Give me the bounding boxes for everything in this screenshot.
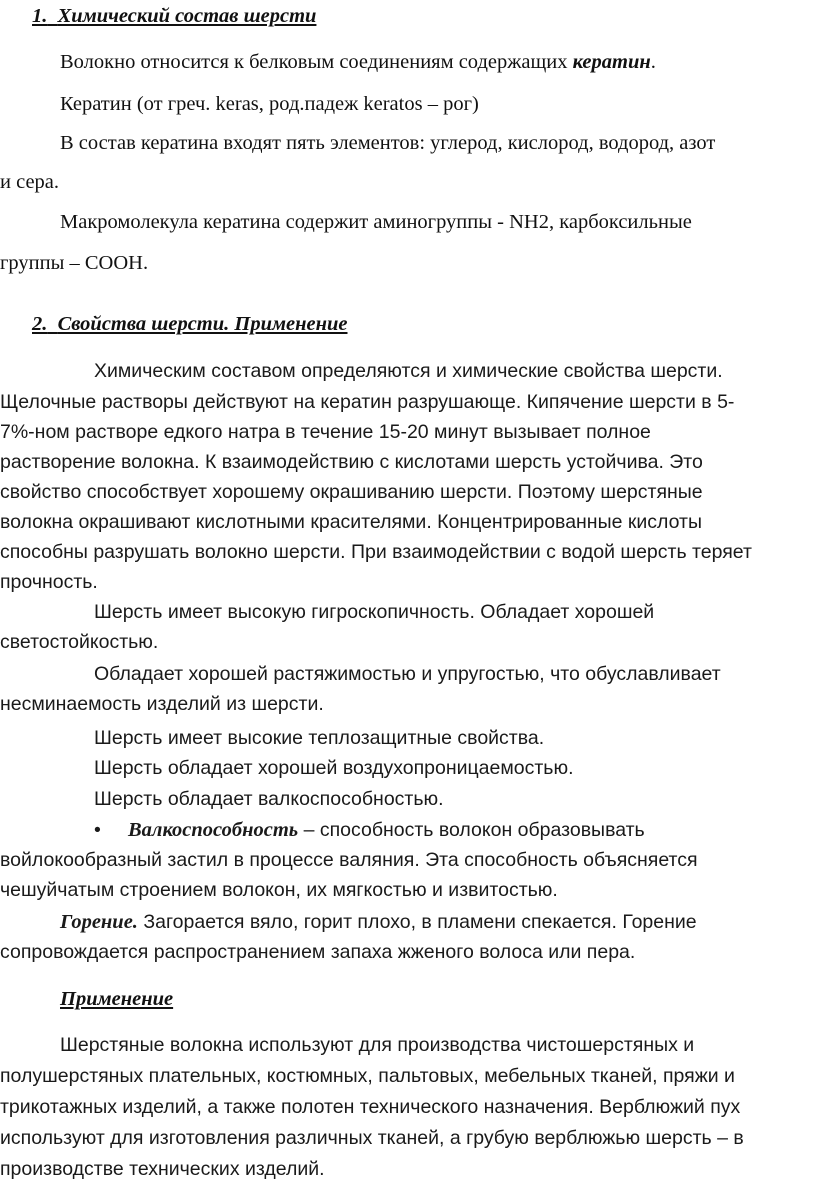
paragraph-keratin-protein: [60, 50, 656, 74]
paragraph-keratin-etymology: Кератин (от греч. keras, род.падеж keratos – рог): [60, 93, 479, 115]
text: .: [650, 51, 656, 73]
burning-term: Горение.: [60, 911, 138, 933]
properties-line: волокна окрашивают кислотными красителями. Концентрированные кислоты: [0, 511, 702, 533]
properties-line: прочность.: [0, 571, 98, 593]
application-line: производстве технических изделий.: [0, 1158, 325, 1180]
felting-term: Валкоспособность: [128, 819, 299, 841]
properties-line: Шерсть обладает валкоспособностью.: [94, 788, 444, 810]
section-2-heading: [32, 312, 348, 336]
keratin-term: кератин: [572, 51, 651, 73]
paragraph-macromolecule-line-2: группы – СООН.: [0, 252, 149, 274]
burning-line-2: сопровождается распространением запаха жженого волоса или пера.: [0, 941, 636, 963]
felting-bullet-line-2: войлокообразный застил в процессе валяния. Эта способность объясняется: [0, 849, 698, 871]
section-2-title: Свойства шерсти. Применение: [57, 313, 348, 335]
text: – способность волокон образовывать: [298, 819, 645, 841]
felting-bullet-line-3: чешуйчатым строением волокон, их мягкостью и извитостью.: [0, 879, 558, 901]
text: Волокно относится к белковым соединениям содержащих: [60, 51, 573, 73]
application-line: полушерстяных плательных, костюмных, пальтовых, мебельных тканей, пряжи и: [0, 1065, 735, 1087]
properties-line: растворение волокна. К взаимодействию с кислотами шерсть устойчива. Это: [0, 451, 703, 473]
application-line: трикотажных изделий, а также полотен технического назначения. Верблюжий пух: [0, 1096, 741, 1118]
burning-line-1: [60, 910, 697, 934]
section-1-heading: [32, 4, 316, 28]
bullet-icon: •: [94, 819, 101, 841]
section-1-title: Химический состав шерсти: [57, 5, 317, 27]
section-1-number: 1.: [32, 5, 48, 27]
text: Загорается вяло, горит плохо, в пламени спекается. Горение: [137, 911, 697, 933]
application-line: Шерстяные волокна используют для производства чистошерстяных и: [60, 1034, 695, 1056]
section-3-heading: Применение: [60, 988, 174, 1010]
paragraph-macromolecule-line-1: Макромолекула кератина содержит аминогруппы - NH2, карбоксильные: [60, 211, 692, 233]
properties-line: Химическим составом определяются и химические свойства шерсти.: [94, 360, 723, 382]
properties-line: Шерсть имеет высокую гигроскопичность. Обладает хорошей: [94, 601, 655, 623]
properties-line: свойство способствует хорошему окрашиванию шерсти. Поэтому шерстяные: [0, 481, 703, 503]
properties-line: Шерсть имеет высокие теплозащитные свойства.: [94, 727, 545, 749]
paragraph-elements-line-1: В состав кератина входят пять элементов: углерод, кислород, водород, азот: [60, 132, 716, 154]
properties-line: светостойкостью.: [0, 631, 159, 653]
felting-bullet-line-1: [94, 818, 645, 842]
section-2-number: 2.: [32, 313, 48, 335]
paragraph-elements-line-2: и сера.: [0, 171, 60, 193]
properties-line: Шерсть обладает хорошей воздухопроницаемостью.: [94, 757, 574, 779]
properties-line: Обладает хорошей растяжимостью и упругостью, что обуславливает: [94, 663, 721, 685]
properties-line: способны разрушать волокно шерсти. При взаимодействии с водой шерсть теряет: [0, 541, 752, 563]
application-line: используют для изготовления различных тканей, а грубую верблюжью шерсть – в: [0, 1127, 744, 1149]
properties-line: Щелочные растворы действуют на кератин разрушающе. Кипячение шерсти в 5-: [0, 391, 735, 413]
properties-line: несминаемость изделий из шерсти.: [0, 693, 324, 715]
properties-line: 7%-ном растворе едкого натра в течение 15-20 минут вызывает полное: [0, 421, 651, 443]
